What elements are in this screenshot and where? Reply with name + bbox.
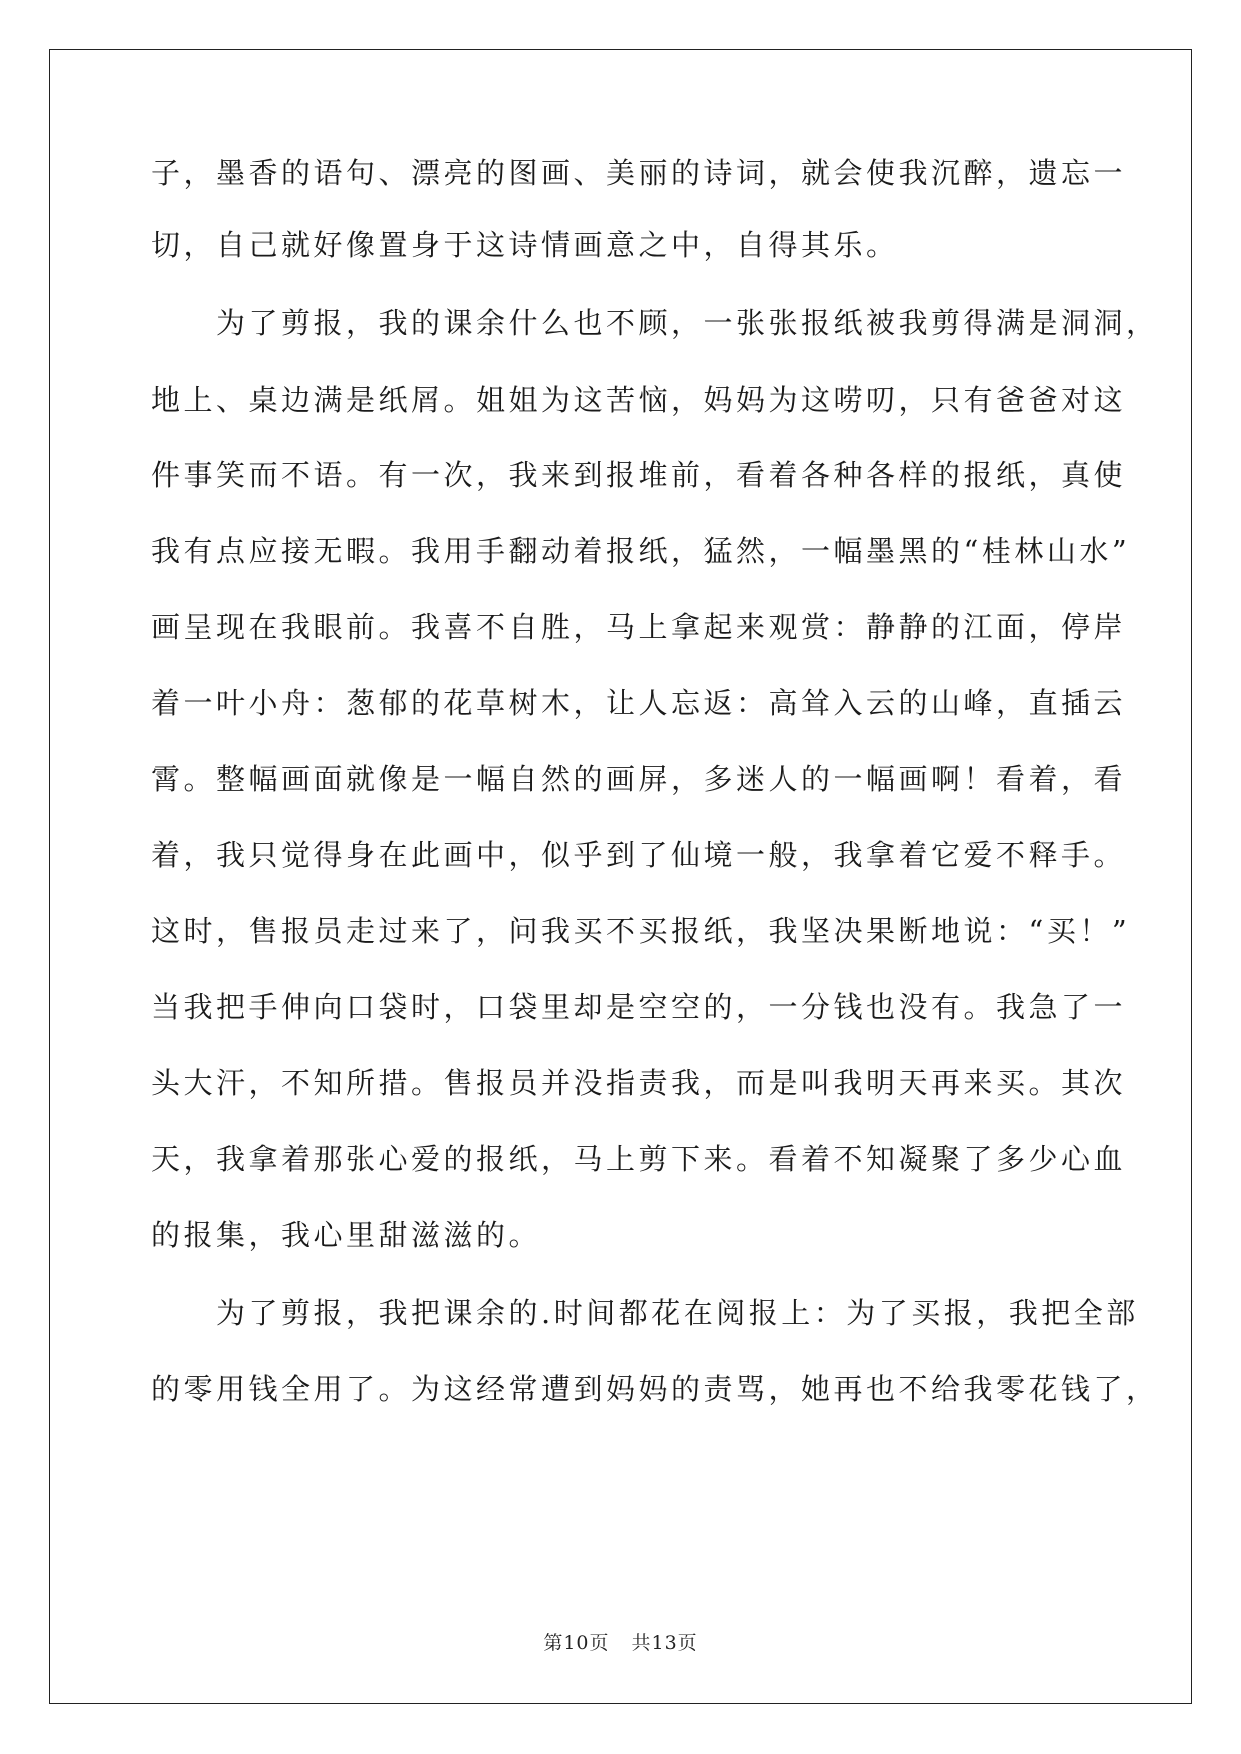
text-line: 子，墨香的语句、漂亮的图画、美丽的诗词，就会使我沉醉，遗忘一 — [151, 156, 1127, 190]
text-line: 地上、桌边满是纸屑。姐姐为这苦恼，妈妈为这唠叨，只有爸爸对这 — [151, 383, 1127, 417]
text-line: 霄。整幅画面就像是一幅自然的画屏，多迷人的一幅画啊！看着，看 — [151, 762, 1127, 796]
text-line: 的零用钱全用了。为这经常遭到妈妈的责骂，她再也不给我零花钱了， — [151, 1372, 1159, 1406]
text-line: 着一叶小舟：葱郁的花草树木，让人忘返：高耸入云的山峰，直插云 — [151, 686, 1127, 720]
text-line: 着，我只觉得身在此画中，似乎到了仙境一般，我拿着它爱不释手。 — [151, 838, 1127, 872]
text-line: 切，自己就好像置身于这诗情画意之中，自得其乐。 — [151, 228, 899, 262]
text-line: 这时，售报员走过来了，问我买不买报纸，我坚决果断地说：“买！” — [151, 914, 1131, 948]
text-line: 的报集，我心里甜滋滋的。 — [151, 1218, 542, 1252]
total-pages: 共13页 — [631, 1632, 698, 1654]
text-line: 头大汗，不知所措。售报员并没指责我，而是叫我明天再来买。其次 — [151, 1066, 1127, 1100]
text-line: 件事笑而不语。有一次，我来到报堆前，看着各种各样的报纸，真使 — [151, 458, 1127, 492]
current-page-number: 第10页 — [543, 1632, 610, 1654]
page-border — [49, 49, 1192, 1704]
page-footer — [0, 1631, 1241, 1655]
text-line: 画呈现在我眼前。我喜不自胜，马上拿起来观赏：静静的江面，停岸 — [151, 610, 1127, 644]
text-line: 天，我拿着那张心爱的报纸，马上剪下来。看着不知凝聚了多少心血 — [151, 1142, 1127, 1176]
text-line: 当我把手伸向口袋时，口袋里却是空空的，一分钱也没有。我急了一 — [151, 990, 1127, 1024]
text-line: 为了剪报，我的课余什么也不顾，一张张报纸被我剪得满是洞洞， — [151, 306, 1159, 340]
text-line: 为了剪报，我把课余的.时间都花在阅报上：为了买报，我把全部 — [151, 1296, 1139, 1330]
text-line: 我有点应接无暇。我用手翻动着报纸，猛然，一幅墨黑的“桂林山水” — [151, 534, 1131, 568]
